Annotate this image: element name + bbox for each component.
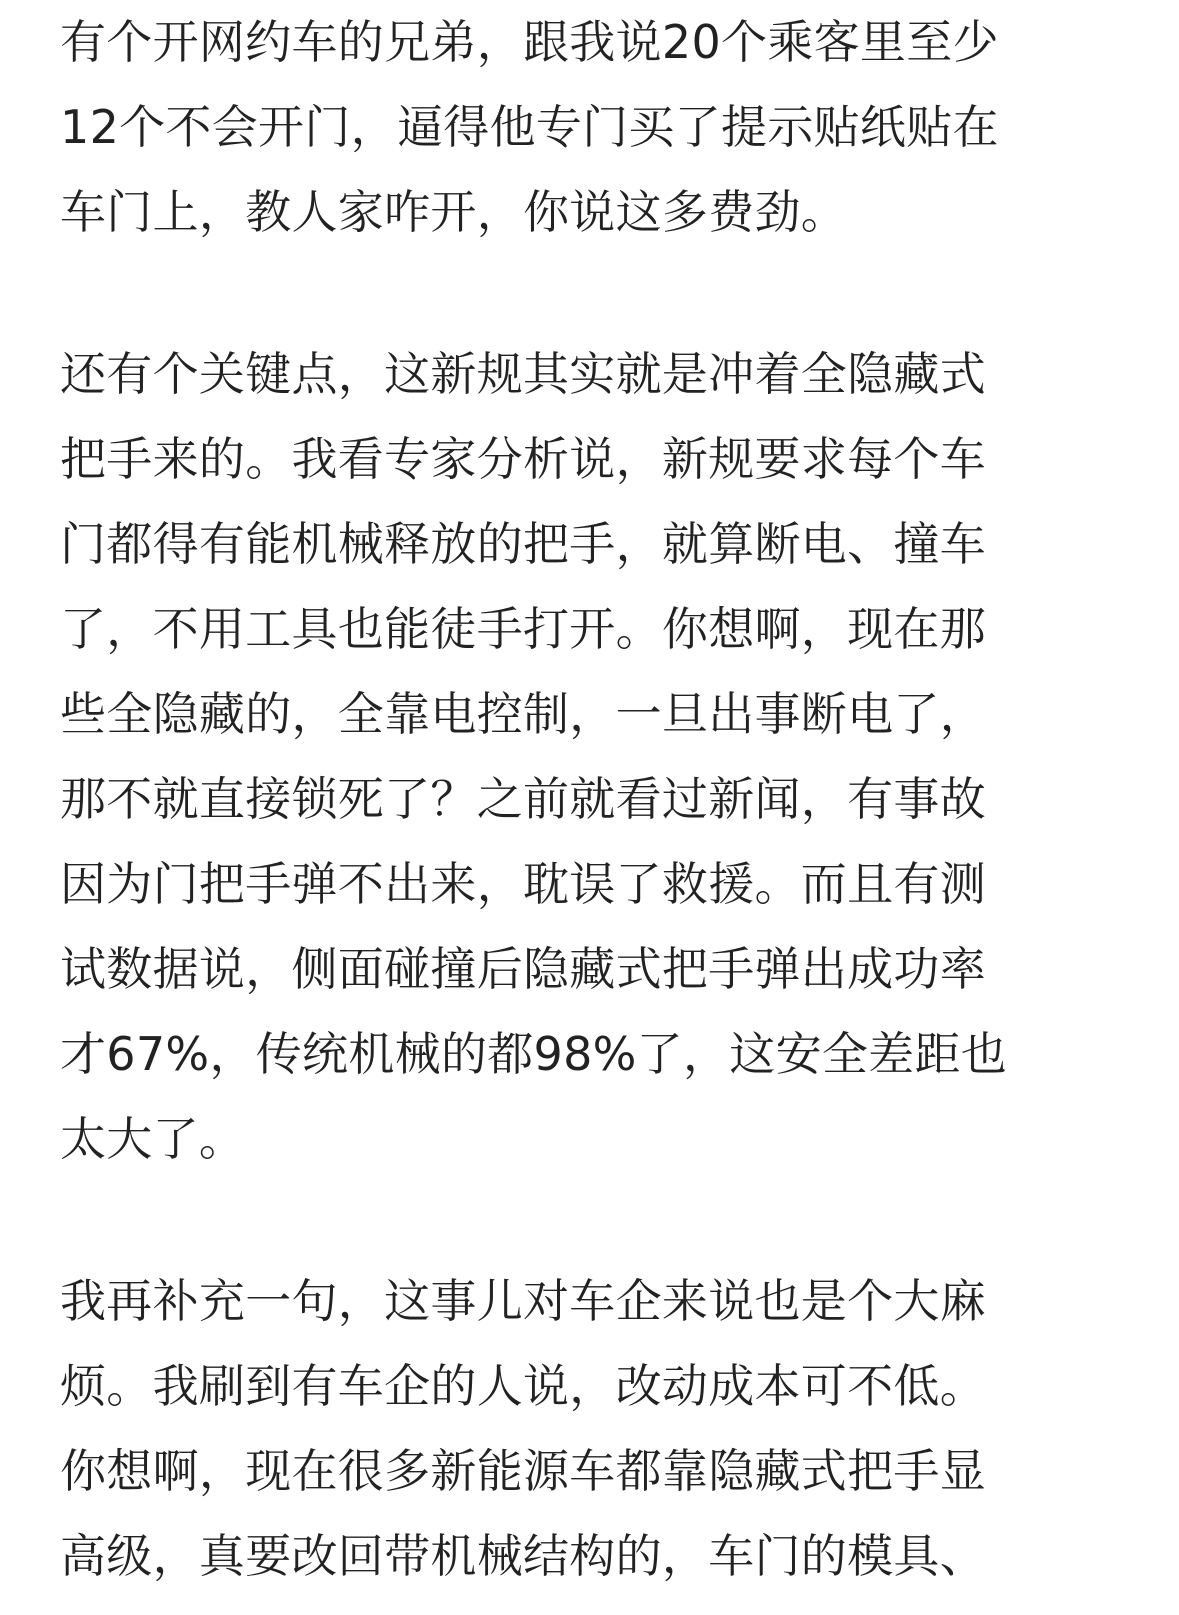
article-body bbox=[60, 0, 1100, 1599]
paragraph-spacer bbox=[60, 255, 1100, 332]
text-line: 高级，真要改回带机械结构的，车门的模具、 bbox=[60, 1529, 986, 1583]
text-line: 因为门把手弹不出来，耽误了救援。而且有测 bbox=[60, 857, 986, 911]
text-line: 才67%，传统机械的都98%了，这安全差距也 bbox=[60, 1027, 1008, 1081]
text-line: 太大了。 bbox=[60, 1112, 246, 1166]
text-line: 有个开网约车的兄弟，跟我说20个乘客里至少 bbox=[60, 15, 999, 69]
text-line: 那不就直接锁死了？之前就看过新闻，有事故 bbox=[60, 772, 986, 826]
text-line: 试数据说，侧面碰撞后隐藏式把手弹出成功率 bbox=[60, 942, 986, 996]
text-line: 还有个关键点，这新规其实就是冲着全隐藏式 bbox=[60, 347, 986, 401]
text-line: 车门上，教人家咋开，你说这多费劲。 bbox=[60, 185, 848, 239]
text-line: 门都得有能机械释放的把手，就算断电、撞车 bbox=[60, 517, 986, 571]
text-line: 12个不会开门，逼得他专门买了提示贴纸贴在 bbox=[60, 100, 999, 154]
text-line: 你想啊，现在很多新能源车都靠隐藏式把手显 bbox=[60, 1444, 986, 1498]
paragraph-1 bbox=[60, 0, 1100, 255]
text-line: 烦。我刷到有车企的人说，改动成本可不低。 bbox=[60, 1359, 986, 1413]
text-line: 把手来的。我看专家分析说，新规要求每个车 bbox=[60, 432, 986, 486]
paragraph-3 bbox=[60, 1259, 1100, 1599]
paragraph-2 bbox=[60, 332, 1100, 1182]
paragraph-spacer bbox=[60, 1182, 1100, 1259]
text-line: 些全隐藏的，全靠电控制，一旦出事断电了， bbox=[60, 687, 986, 741]
text-line: 我再补充一句，这事儿对车企来说也是个大麻 bbox=[60, 1274, 986, 1328]
text-line: 了，不用工具也能徒手打开。你想啊，现在那 bbox=[60, 602, 986, 656]
